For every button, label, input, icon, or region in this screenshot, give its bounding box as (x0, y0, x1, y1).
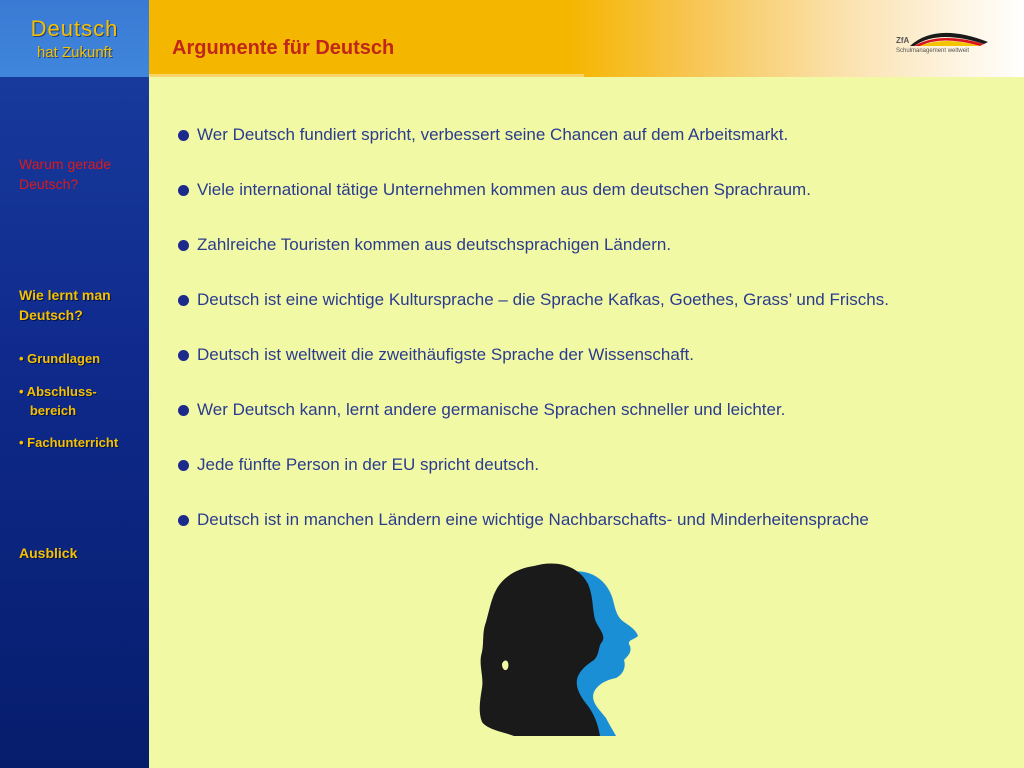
sidebar-subitem-abschlussbereich[interactable]: • Abschluss- bereich (19, 384, 97, 418)
sidebar-item-warum-gerade-deutsch[interactable]: Warum gerade Deutsch? (19, 156, 112, 192)
list-item: Wer Deutsch fundiert spricht, verbessert seine Chancen auf dem Arbeitsmarkt. (178, 125, 788, 145)
sidebar-subitem-grundlagen[interactable]: • Grundlagen (19, 351, 101, 366)
logo-text: ZfA (896, 36, 910, 45)
sidebar-item-ausblick[interactable]: Ausblick (19, 545, 78, 561)
bullet-dot-icon (178, 350, 189, 361)
bullet-dot-icon (178, 405, 189, 416)
list-item: Viele international tätige Unternehmen kommen aus dem deutschen Sprachraum. (178, 180, 811, 200)
bullet-dot-icon (178, 185, 189, 196)
brand-block (0, 0, 149, 77)
sidebar-item-wie-lernt-man-deutsch[interactable]: Wie lernt man Deutsch? (19, 287, 111, 323)
bullet-dot-icon (178, 130, 189, 141)
logo-arc-icon (896, 26, 988, 48)
bullet-dot-icon (178, 240, 189, 251)
list-item: Jede fünfte Person in der EU spricht deutsch. (178, 455, 539, 475)
header-bar (149, 0, 1024, 77)
bullet-dot-icon (178, 460, 189, 471)
list-item: Deutsch ist eine wichtige Kultursprache – die Sprache Kafkas, Goethes, Grass’ und Frischs. (178, 290, 889, 310)
bullet-dot-icon (178, 295, 189, 306)
list-item: Deutsch ist weltweit die zweithäufigste Sprache der Wissenschaft. (178, 345, 694, 365)
logo-subtext: Schulmanagement weltweit (896, 48, 970, 54)
black-profile-silhouette (480, 563, 604, 736)
page-title: Argumente für Deutsch (172, 37, 395, 59)
header-divider (149, 74, 584, 77)
list-item: Zahlreiche Touristen kommen aus deutschsprachigen Ländern. (178, 235, 671, 255)
brand-title: Deutsch (30, 16, 119, 41)
sidebar-subitem-fachunterricht[interactable]: • Fachunterricht (19, 435, 119, 450)
head-silhouettes-illustration (474, 560, 644, 740)
list-item: Deutsch ist in manchen Ländern eine wichtige Nachbarschafts- und Minderheitensprache (178, 510, 869, 530)
bullet-dot-icon (178, 515, 189, 526)
list-item: Wer Deutsch kann, lernt andere germanische Sprachen schneller und leichter. (178, 400, 785, 420)
brand-subtitle: hat Zukunft (36, 44, 113, 61)
zfa-logo (896, 26, 988, 58)
sidebar (0, 77, 149, 768)
